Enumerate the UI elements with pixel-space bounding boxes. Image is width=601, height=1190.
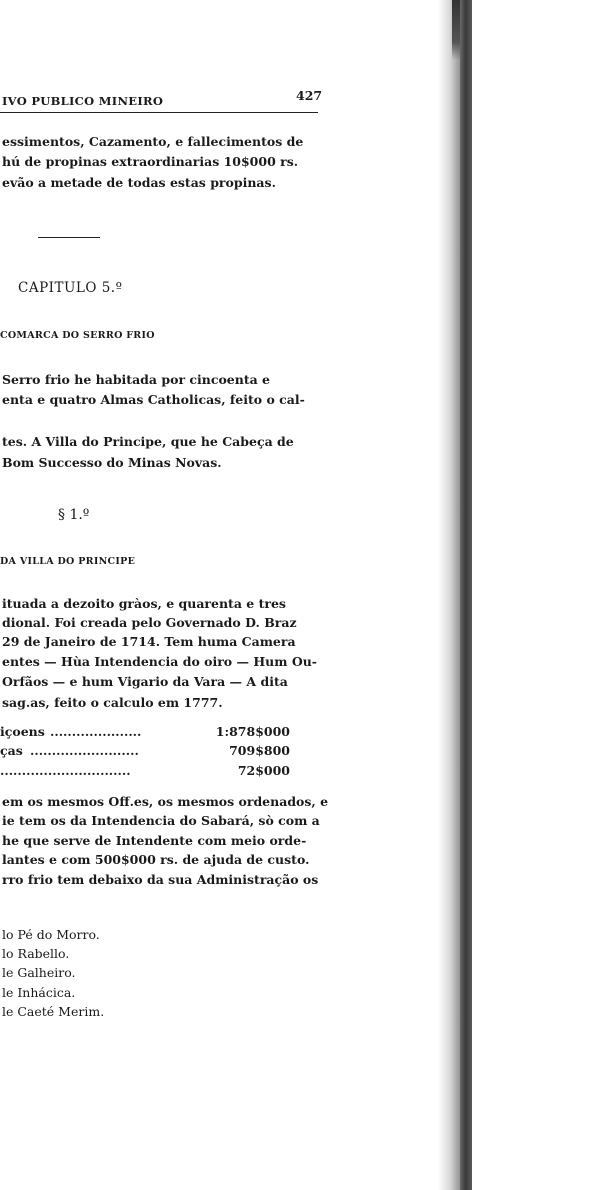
book-page-right: [472, 0, 601, 1190]
body-line: hú de propinas extraordinarias 10$000 rs.: [2, 154, 299, 169]
body-line: Bom Successo do Minas Novas.: [2, 455, 222, 470]
body-line: Serro frio he habitada por cincoenta e: [2, 372, 271, 387]
binding-gutter: [460, 0, 472, 1190]
dot-leader: ..............................: [0, 763, 131, 778]
table-row-label: içoens: [0, 724, 45, 739]
body-line: enta e quatro Almas Catholicas, feito o cal-: [2, 392, 305, 407]
table-row: [0, 724, 300, 738]
table-row: [0, 743, 300, 757]
body-line: essimentos, Cazamento, e fallecimentos de: [2, 134, 304, 149]
chapter-title: CAPITULO 5.º: [18, 280, 123, 296]
dot-leader: .........................: [30, 743, 139, 758]
place-item: le Inhácica.: [2, 985, 76, 1000]
body-line: he que serve de Intendente com meio orde-: [2, 833, 307, 848]
page-number: 427: [296, 88, 323, 103]
table-row: [0, 763, 300, 777]
body-line: ie tem os da Intendencia do Sabará, sò com a: [2, 813, 320, 828]
body-line: lantes e com 500$000 rs. de ajuda de custo.: [2, 852, 310, 867]
running-head: IVO PUBLICO MINEIRO: [2, 94, 164, 108]
place-item: le Caeté Merim.: [2, 1004, 105, 1019]
body-line: em os mesmos Off.es, os mesmos ordenados, e: [2, 794, 329, 809]
header-rule: [0, 112, 318, 113]
place-item: le Galheiro.: [2, 965, 76, 980]
section-symbol: § 1.º: [58, 507, 90, 523]
body-line: ituada a dezoito gràos, e quarenta e tres: [2, 596, 286, 611]
table-row-label: ças: [0, 743, 23, 758]
section-divider: [38, 237, 100, 238]
body-line: dional. Foi creada pelo Governado D. Braz: [2, 615, 297, 630]
place-item: lo Rabello.: [2, 946, 70, 961]
body-line: rro frio tem debaixo da sua Administração os: [2, 872, 319, 887]
body-line: 29 de Janeiro de 1714. Tem huma Camera: [2, 634, 296, 649]
body-line: entes — Hùa Intendencia do oiro — Hum Ou-: [2, 654, 317, 669]
table-row-value: 1:878$000: [215, 724, 290, 739]
table-row-value: 72$000: [237, 763, 290, 778]
body-line: sag.as, feito o calculo em 1777.: [2, 695, 223, 710]
body-line: evão a metade de todas estas propinas.: [2, 175, 276, 190]
body-line: Orfãos — e hum Vigario da Vara — A dita: [2, 674, 288, 689]
table-row-value: 709$800: [229, 743, 290, 758]
body-line: tes. A Villa do Principe, que he Cabeça de: [2, 434, 294, 449]
dot-leader: .....................: [50, 724, 142, 739]
comarca-heading: COMARCA DO SERRO FRIO: [0, 330, 155, 341]
place-item: lo Pé do Morro.: [2, 927, 100, 942]
villa-heading: DA VILLA DO PRINCIPE: [0, 556, 136, 567]
